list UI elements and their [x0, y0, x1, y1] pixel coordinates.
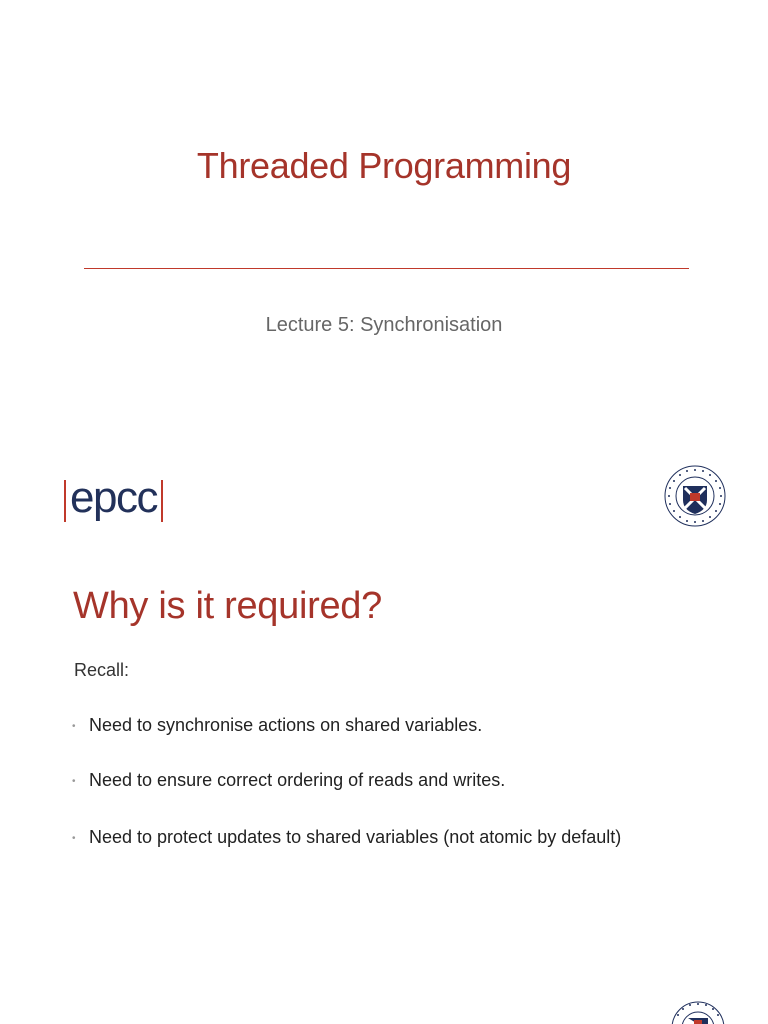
bullet-text: Need to synchronise actions on shared variables.: [89, 715, 483, 735]
logo-right-bar: [161, 480, 163, 522]
slide-title: Threaded Programming: [196, 145, 572, 186]
intro-text: Recall:: [74, 660, 130, 680]
title-divider: [84, 268, 689, 269]
university-crest-icon: [670, 1000, 726, 1024]
slide-heading: Why is it required?: [73, 585, 382, 627]
bullet-dot-icon: •: [72, 833, 76, 844]
content-slide: [0, 560, 768, 1024]
epcc-logo: [64, 473, 163, 524]
logo-text: epcc: [70, 473, 157, 522]
bullet-text: Need to ensure correct ordering of reads and writes.: [89, 770, 506, 790]
bullet-dot-icon: •: [72, 721, 76, 732]
bullet-text: Need to protect updates to shared variables (not atomic by default): [89, 827, 622, 847]
bullet-dot-icon: •: [72, 776, 76, 787]
university-crest-icon: [663, 464, 727, 528]
slide-subtitle: Lecture 5: Synchronisation: [265, 314, 503, 336]
